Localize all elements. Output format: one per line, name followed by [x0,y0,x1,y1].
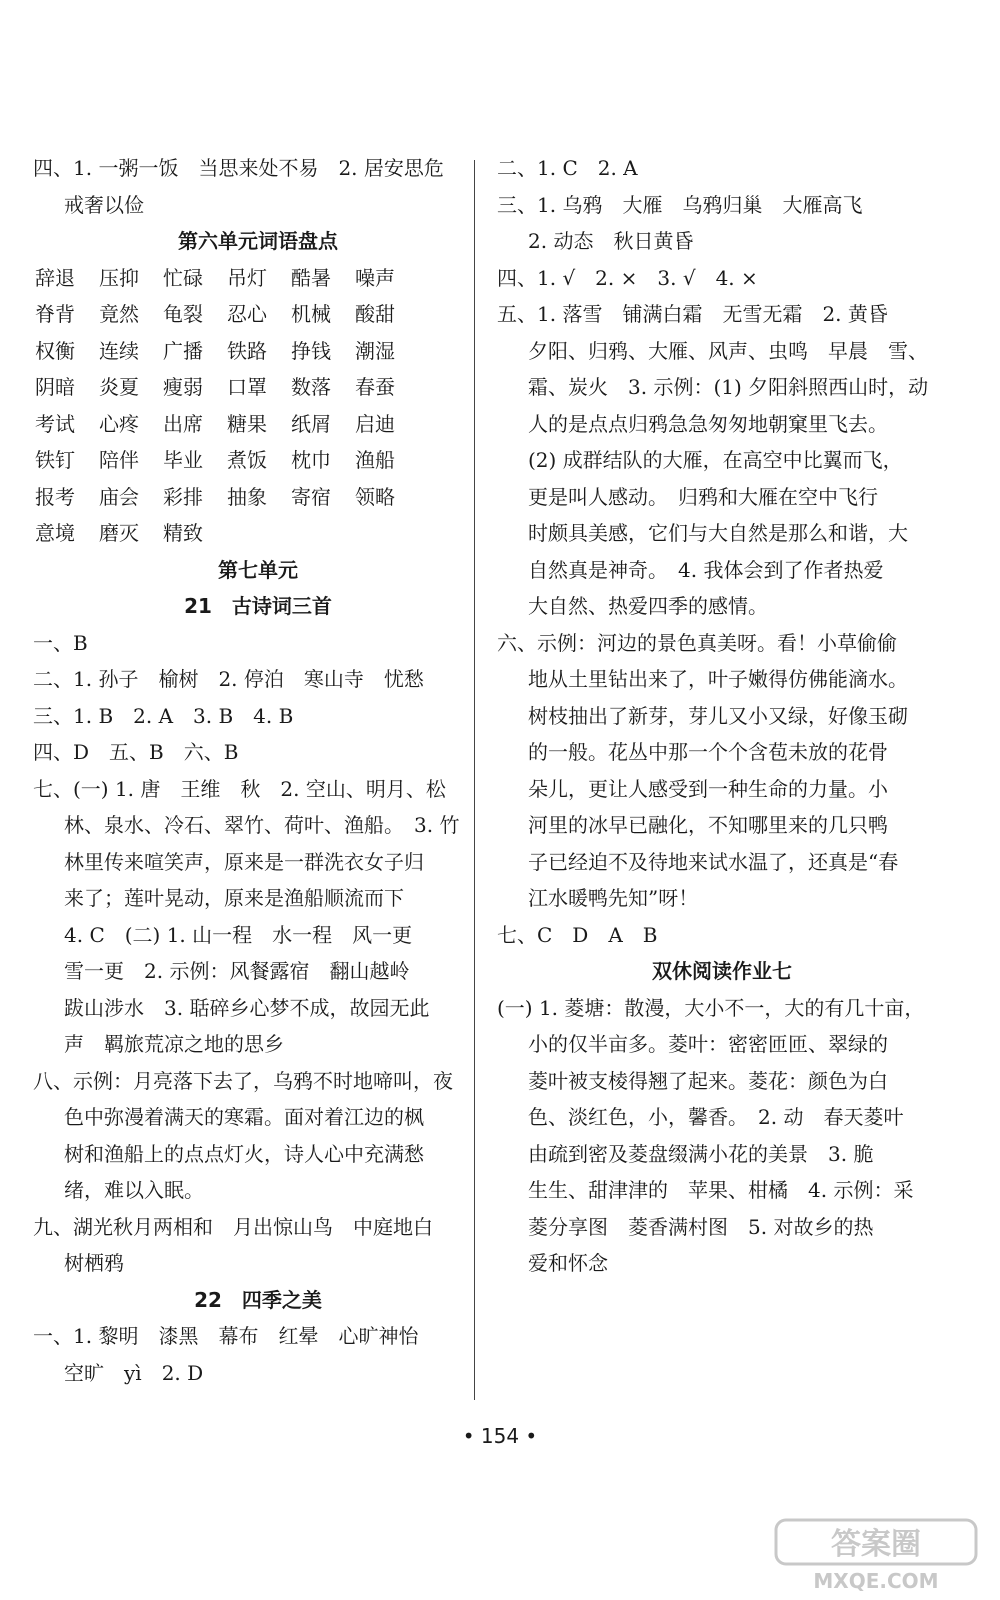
vocab-word: 纸屑 [291,411,331,436]
lesson22-answers [33,1318,483,1391]
left-column [33,150,483,1391]
vocab-word: 春蚕 [355,375,395,399]
answer-line: 爱和怀念 [528,1251,608,1275]
vocab-word: 权衡 [35,338,75,363]
lesson21-answers [33,625,483,1282]
vocab-word: 毕业 [163,448,203,472]
answer-line: 三、1. 乌鸦 大雁 乌鸦归巢 大雁高飞 [497,192,863,217]
vocab-word: 辞退 [35,265,75,290]
page-number: • 154 • [462,1424,538,1448]
vocab-word: 寄宿 [291,484,331,509]
answer-line: 自然真是神奇。 4. 我体会到了作者热爱 [528,557,884,582]
vocab-word: 陪伴 [99,448,139,472]
answer-line: 朵儿，更让人感受到一种生命的力量。小 [528,776,888,801]
lesson22-answers-continued [497,150,947,953]
answer-line: 八、示例：月亮落下去了，乌鸦不时地啼叫，夜 [33,1068,453,1093]
vocab-word: 报考 [35,484,75,509]
answer-line: 五、1. 落雪 铺满白霜 无雪无霜 2. 黄昏 [497,302,888,326]
answer-line: 小的仅半亩多。菱叶：密密匝匝、翠绿的 [528,1032,888,1056]
vocab-word: 压抑 [99,265,139,290]
answer-line: 菱叶被支棱得翘了起来。菱花：颜色为白 [528,1068,888,1093]
column-divider [474,160,475,1400]
answer-line: 菱分享图 菱香满村图 5. 对故乡的热 [528,1214,874,1239]
vocab-word: 机械 [291,302,331,326]
answer-line: 色、淡红色，小，馨香。 2. 动 春天菱叶 [528,1105,904,1129]
answer-line: 河里的冰早已融化，不知哪里来的几只鸭 [528,813,888,837]
vocab-word: 领略 [355,484,395,509]
section-heading-unit7: 第七单元 [218,557,298,582]
answer-line: 来了；莲叶晃动，原来是渔船顺流而下 [64,886,404,910]
answer-line: 树枝抽出了新芽，芽儿又小又绿，好像玉砌 [528,703,908,728]
answer-line: 色中弥漫着满天的寒霜。面对着江边的枫 [64,1105,424,1129]
answer-line: 跋山涉水 3. 聒碎乡心梦不成，故园无此 [64,995,430,1020]
vocab-word: 忙碌 [163,265,203,290]
vocab-word: 精致 [163,521,203,545]
vocab-word: 心疼 [99,411,139,436]
answer-line: 江水暖鸭先知”呀！ [528,886,699,910]
vocab-word: 酷暑 [291,265,331,290]
vocab-word: 煮饭 [227,448,267,472]
answer-line: 七、(一) 1. 唐 王维 秋 2. 空山、明月、松 [33,776,446,801]
vocab-word: 彩排 [163,484,203,509]
answer-line: 三、1. B 2. A 3. B 4. B [33,703,294,728]
answer-line: 四、D 五、B 六、B [33,740,239,764]
answer-line: 更是叫人感动。 归鸦和大雁在空中飞行 [528,484,878,509]
answer-line: 空旷 yì 2. D [64,1360,204,1385]
answer-line: 一、B [33,630,88,655]
vocab-word: 炎夏 [99,375,139,399]
answer-line: 声 羁旅荒凉之地的思乡 [64,1032,284,1056]
vocab-word: 口罩 [227,375,267,399]
answer-line: 地从土里钻出来了，叶子嫩得仿佛能滴水。 [528,667,908,691]
answer-line: 一、1. 黎明 漆黑 幕布 红晕 心旷神怡 [33,1324,419,1348]
vocab-word: 脊背 [35,302,75,326]
vocab-word: 挣钱 [291,338,331,363]
vocab-word: 出席 [163,411,203,436]
word-grid [33,260,483,552]
vocab-word: 铁路 [227,338,267,363]
vocab-word: 庙会 [99,484,139,509]
answer-line: (2) 成群结队的大雁，在高空中比翼而飞， [528,448,903,472]
answer-line: 六、示例：河边的景色真美呀。看！小草偷偷 [497,630,897,655]
answer-line: 七、C D A B [497,922,658,947]
answer-line: 九、湖光秋月两相和 月出惊山鸟 中庭地白 [33,1214,433,1239]
vocab-word: 铁钉 [35,448,75,472]
vocab-word: 枕巾 [291,448,331,472]
answer-line: 的一般。花丛中那一个个含苞未放的花骨 [528,740,888,764]
answer-line: 大自然、热爱四季的感情。 [528,594,768,618]
answer-line: 2. 动态 秋日黄昏 [528,229,694,253]
answer-line: 子已经迫不及待地来试水温了，还真是“春 [528,849,899,874]
answer-line: (一) 1. 菱塘：散漫，大小不一，大的有几十亩， [497,995,925,1020]
answer-line: 人的是点点归鸦急急匆匆地朝窠里飞去。 [528,411,888,436]
vocab-word: 抽象 [227,484,267,509]
vocab-word: 广播 [163,338,203,363]
answer-line: 时颇具美感，它们与大自然是那么和谐，大 [528,521,908,545]
vocab-word: 磨灭 [99,521,139,545]
answer-line: 二、1. 孙子 榆树 2. 停泊 寒山寺 忧愁 [33,667,424,691]
vocab-word: 竟然 [99,302,139,326]
answer-line: 夕阳、归鸦、大雁、风声、虫鸣 早晨 雪、 [528,338,928,363]
vocab-word: 渔船 [355,448,395,472]
lesson-heading-21: 21 古诗词三首 [184,594,332,618]
answer-line: 霜、炭火 3. 示例：(1) 夕阳斜照西山时，动 [528,375,929,399]
vocab-word: 阴暗 [35,375,75,399]
vocab-word: 考试 [35,411,75,436]
answer-line: 雪一更 2. 示例：风餐露宿 翻山越岭 [64,959,410,983]
vocab-word: 启迪 [355,411,395,436]
answer-line: 树栖鸦 [64,1251,124,1275]
watermark-sub: MXQE.COM [813,1569,939,1593]
vocab-word: 龟裂 [163,302,203,326]
watermark-main: 答案圈 [831,1527,921,1562]
vocab-word: 意境 [35,521,75,545]
vocab-word: 酸甜 [355,302,395,326]
vocab-word: 潮湿 [355,338,395,363]
vocab-word: 连续 [99,338,139,363]
answer-line: 林、泉水、冷石、翠竹、荷叶、渔船。 3. 竹 [64,813,460,837]
section-heading-reading: 双休阅读作业七 [652,959,792,983]
answer-line: 树和渔船上的点点灯火，诗人心中充满愁 [64,1141,424,1166]
answer-line: 绪，难以入眠。 [64,1178,204,1202]
answer-line: 四、1. √ 2. × 3. √ 4. × [497,265,758,290]
vocab-word: 糖果 [227,411,267,436]
section-heading-unit6: 第六单元词语盘点 [178,229,338,253]
answer-line: 生生、甜津津的 苹果、柑橘 4. 示例：采 [528,1178,914,1202]
answer-line: 四、1. 一粥一饭 当思来处不易 2. 居安思危 [33,156,444,180]
answer-line: 林里传来喧笑声，原来是一群洗衣女子归 [64,849,424,874]
answer-line: 4. C (二) 1. 山一程 水一程 风一更 [64,922,413,947]
vocab-word: 忍心 [227,302,267,326]
answer-line: 戒奢以俭 [64,192,144,217]
lesson-heading-22: 22 四季之美 [194,1287,322,1312]
vocab-word: 数落 [291,375,331,399]
watermark-logo [772,1514,982,1594]
right-column [497,150,947,1282]
answer-line: 二、1. C 2. A [497,156,638,180]
vocab-word: 瘦弱 [163,375,203,399]
answer-line: 由疏到密及菱盘缀满小花的美景 3. 脆 [528,1141,874,1166]
vocab-word: 噪声 [355,265,395,290]
vocab-word: 吊灯 [227,265,267,290]
reading-answers [497,990,947,1282]
